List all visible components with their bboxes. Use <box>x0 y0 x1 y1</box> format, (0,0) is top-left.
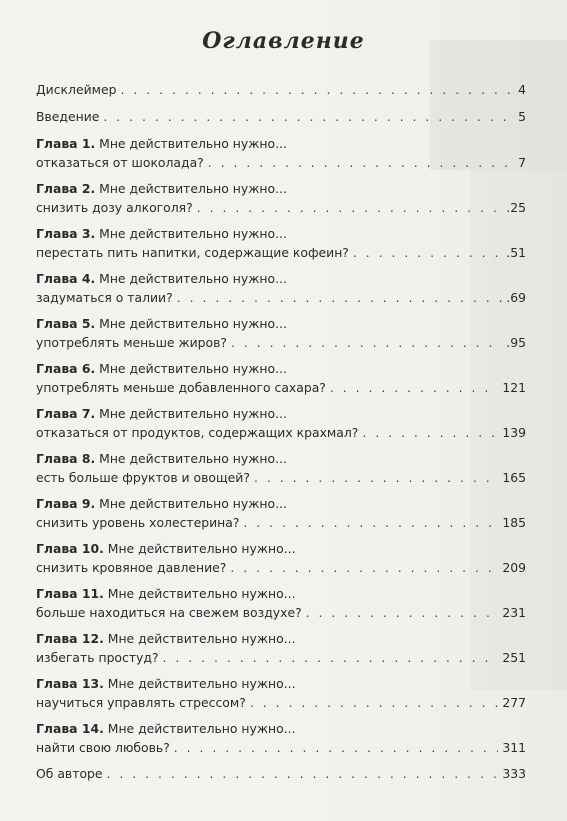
entry-title: Об авторе <box>36 766 103 781</box>
toc-chapter-entry <box>36 674 526 719</box>
entry-title: больше находиться на свежем воздухе? <box>36 605 302 620</box>
dot-leader <box>103 107 514 126</box>
toc-chapter-entry <box>36 539 526 584</box>
toc-line <box>36 693 526 712</box>
chapter-intro: Мне действительно нужно... <box>107 676 296 691</box>
entry-title: задуматься о талии? <box>36 290 173 305</box>
entry-title: снизить дозу алкоголя? <box>36 200 193 215</box>
entry-title: Введение <box>36 109 100 124</box>
chapter-intro: Мне действительно нужно... <box>107 586 296 601</box>
dot-leader <box>353 243 502 262</box>
chapter-label: Глава 5. <box>36 316 96 331</box>
toc-chapter-entry <box>36 449 526 494</box>
dot-leader <box>174 738 499 757</box>
table-of-contents <box>36 80 526 791</box>
chapter-intro: Мне действительно нужно... <box>99 406 287 421</box>
page-number: 4 <box>518 82 526 97</box>
dot-leader <box>230 558 498 577</box>
chapter-intro: Мне действительно нужно... <box>99 496 287 511</box>
chapter-intro: Мне действительно нужно... <box>99 361 287 376</box>
entry-title: употреблять меньше добавленного сахара? <box>36 380 326 395</box>
chapter-heading <box>36 359 526 378</box>
toc-chapter-entry <box>36 314 526 359</box>
entry-title: найти свою любовь? <box>36 740 170 755</box>
toc-chapter-entry <box>36 719 526 764</box>
toc-chapter-entry <box>36 269 526 314</box>
chapter-intro: Мне действительно нужно... <box>99 136 287 151</box>
toc-line <box>36 288 526 307</box>
chapter-intro: Мне действительно нужно... <box>107 541 296 556</box>
page-number: 277 <box>502 695 526 710</box>
toc-line <box>36 468 526 487</box>
toc-line <box>36 513 526 532</box>
chapter-intro: Мне действительно нужно... <box>99 451 287 466</box>
toc-chapter-entry <box>36 134 526 179</box>
chapter-label: Глава 11. <box>36 586 104 601</box>
entry-title: снизить уровень холестерина? <box>36 515 240 530</box>
chapter-label: Глава 14. <box>36 721 104 736</box>
entry-title: отказаться от шоколада? <box>36 155 204 170</box>
chapter-label: Глава 12. <box>36 631 104 646</box>
chapter-label: Глава 10. <box>36 541 104 556</box>
dot-leader <box>330 378 498 397</box>
chapter-heading <box>36 629 526 648</box>
chapter-label: Глава 9. <box>36 496 96 511</box>
page-number: 165 <box>502 470 526 485</box>
page-number: 5 <box>518 109 526 124</box>
chapter-label: Глава 2. <box>36 181 96 196</box>
chapter-heading <box>36 584 526 603</box>
toc-line <box>36 153 526 172</box>
page-number: 185 <box>502 515 526 530</box>
page-number: 139 <box>502 425 526 440</box>
toc-entry <box>36 764 526 791</box>
page-number: .69 <box>506 290 526 305</box>
page-number: .95 <box>506 335 526 350</box>
toc-line <box>36 558 526 577</box>
toc-line <box>36 764 526 783</box>
page-title: Оглавление <box>202 28 365 54</box>
chapter-intro: Мне действительно нужно... <box>99 226 287 241</box>
chapter-label: Глава 4. <box>36 271 96 286</box>
dot-leader <box>250 693 499 712</box>
toc-line <box>36 648 526 667</box>
toc-line <box>36 80 526 99</box>
page-number: 209 <box>502 560 526 575</box>
page-number: 333 <box>502 766 526 781</box>
chapter-heading <box>36 224 526 243</box>
dot-leader <box>197 198 503 217</box>
chapter-heading <box>36 179 526 198</box>
dot-leader <box>243 513 498 532</box>
toc-entry <box>36 80 526 107</box>
dot-leader <box>231 333 502 352</box>
chapter-heading <box>36 314 526 333</box>
chapter-intro: Мне действительно нужно... <box>99 181 287 196</box>
chapter-heading <box>36 494 526 513</box>
toc-line <box>36 333 526 352</box>
chapter-label: Глава 6. <box>36 361 96 376</box>
toc-line <box>36 198 526 217</box>
dot-leader <box>163 648 499 667</box>
toc-line <box>36 243 526 262</box>
toc-line <box>36 738 526 757</box>
entry-title: избегать простуд? <box>36 650 159 665</box>
chapter-label: Глава 13. <box>36 676 104 691</box>
toc-chapter-entry <box>36 494 526 539</box>
toc-chapter-entry <box>36 224 526 269</box>
entry-title: перестать пить напитки, содержащие кофеин? <box>36 245 349 260</box>
dot-leader <box>254 468 498 487</box>
page-number: 311 <box>502 740 526 755</box>
chapter-label: Глава 3. <box>36 226 96 241</box>
toc-chapter-entry <box>36 179 526 224</box>
page-number: 231 <box>502 605 526 620</box>
dot-leader <box>306 603 499 622</box>
entry-title: употреблять меньше жиров? <box>36 335 228 350</box>
dot-leader <box>362 423 498 442</box>
chapter-heading <box>36 539 526 558</box>
toc-chapter-entry <box>36 359 526 404</box>
toc-chapter-entry <box>36 584 526 629</box>
chapter-heading <box>36 404 526 423</box>
page-number: 121 <box>502 380 526 395</box>
dot-leader <box>107 764 499 783</box>
chapter-heading <box>36 719 526 738</box>
toc-line <box>36 603 526 622</box>
chapter-intro: Мне действительно нужно... <box>99 316 287 331</box>
chapter-heading <box>36 269 526 288</box>
page-number: 251 <box>502 650 526 665</box>
chapter-label: Глава 7. <box>36 406 96 421</box>
chapter-heading <box>36 674 526 693</box>
entry-title: отказаться от продуктов, содержащих крахмал? <box>36 425 359 440</box>
dot-leader <box>208 153 514 172</box>
chapter-heading <box>36 134 526 153</box>
chapter-label: Глава 8. <box>36 451 96 466</box>
toc-line <box>36 423 526 442</box>
toc-line <box>36 107 526 126</box>
toc-entry <box>36 107 526 134</box>
dot-leader <box>177 288 503 307</box>
entry-title: снизить кровяное давление? <box>36 560 227 575</box>
chapter-label: Глава 1. <box>36 136 96 151</box>
toc-chapter-entry <box>36 404 526 449</box>
chapter-heading <box>36 449 526 468</box>
toc-line <box>36 378 526 397</box>
page-number: .25 <box>506 200 526 215</box>
chapter-intro: Мне действительно нужно... <box>107 631 296 646</box>
entry-title: есть больше фруктов и овощей? <box>36 470 250 485</box>
entry-title: научиться управлять стрессом? <box>36 695 246 710</box>
dot-leader <box>120 80 514 99</box>
chapter-intro: Мне действительно нужно... <box>107 721 296 736</box>
page-number: 7 <box>518 155 526 170</box>
toc-chapter-entry <box>36 629 526 674</box>
entry-title: Дисклеймер <box>36 82 117 97</box>
chapter-intro: Мне действительно нужно... <box>99 271 287 286</box>
page-number: .51 <box>506 245 526 260</box>
